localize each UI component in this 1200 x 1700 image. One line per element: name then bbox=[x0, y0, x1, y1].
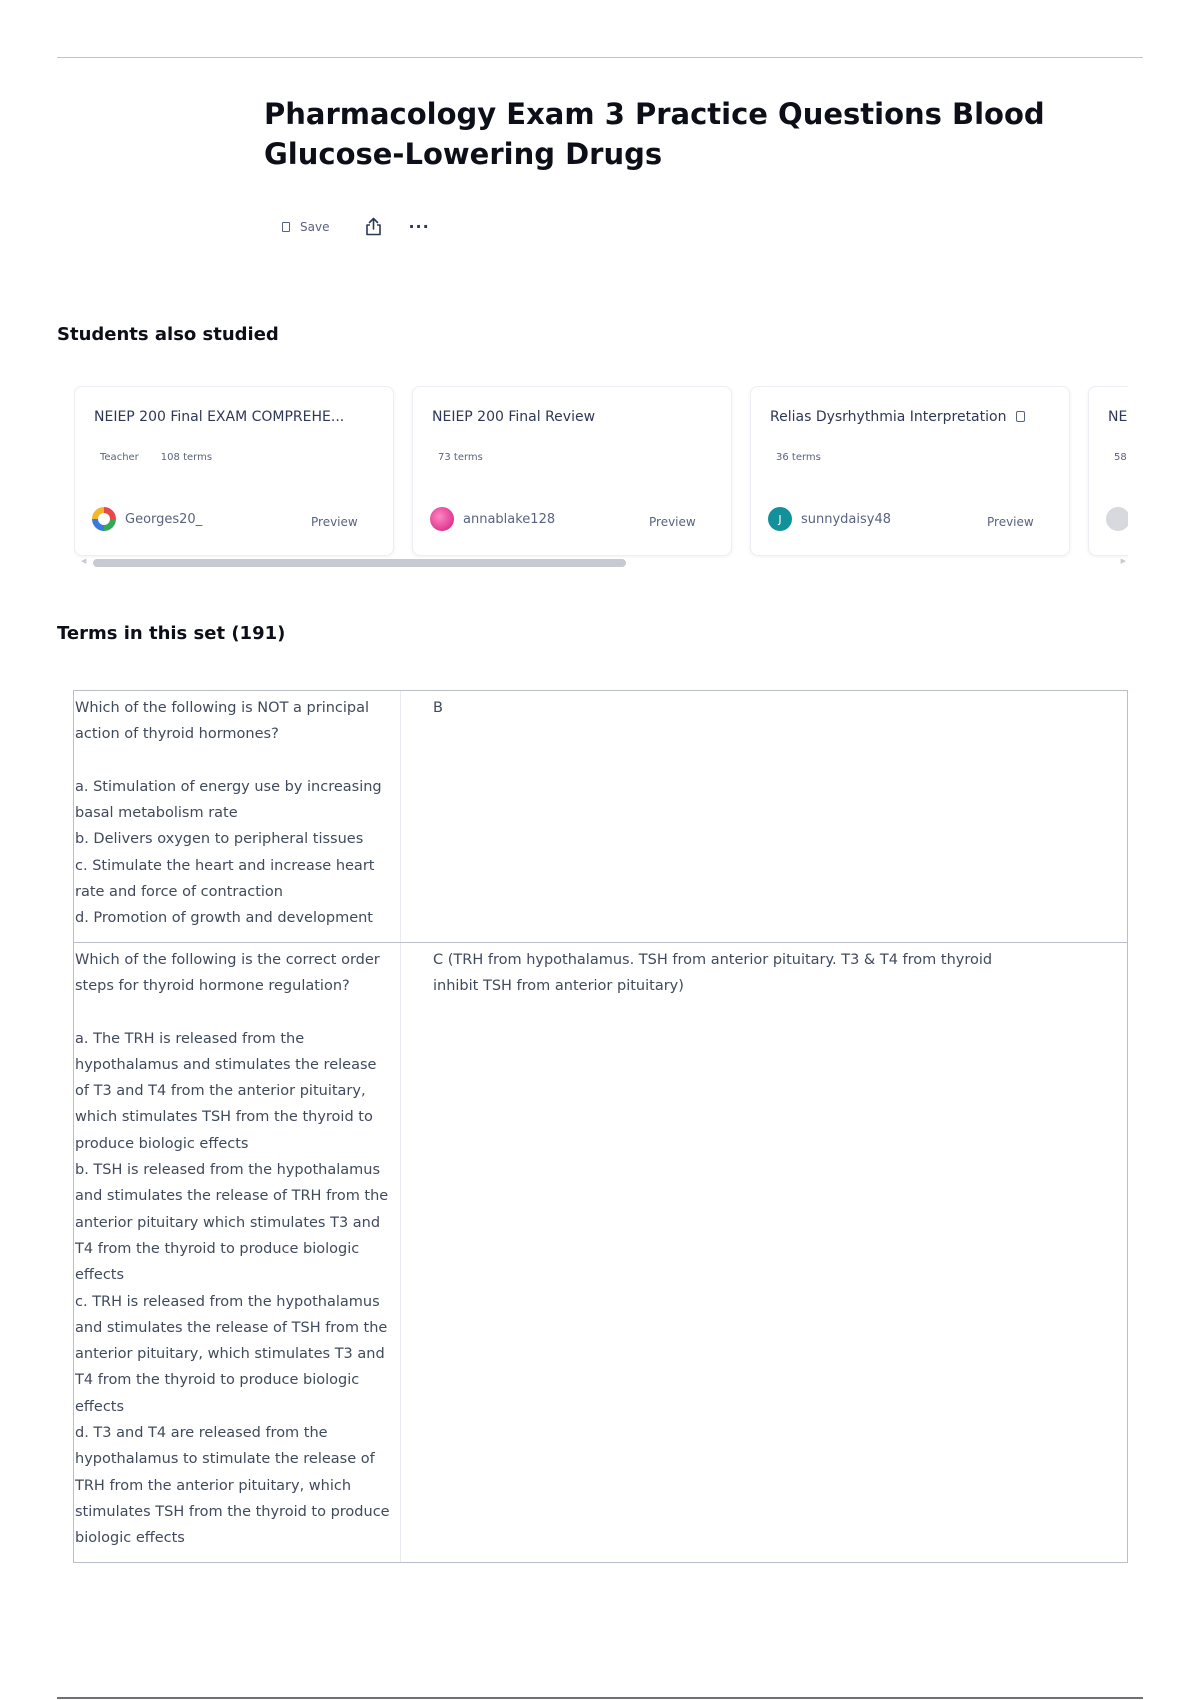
teacher-badge: Teacher bbox=[100, 452, 139, 463]
save-button[interactable] bbox=[282, 220, 329, 234]
term-count: 36 terms bbox=[776, 452, 821, 463]
card-title: NEIEP 200 Final Review bbox=[432, 409, 596, 425]
scroll-left-arrow-icon[interactable]: ◀ bbox=[81, 557, 87, 565]
username: Georges20_ bbox=[125, 511, 203, 527]
term-row bbox=[74, 943, 1127, 1562]
bottom-divider bbox=[57, 1697, 1143, 1699]
more-options-button[interactable] bbox=[408, 216, 430, 236]
study-set-carousel bbox=[74, 386, 1128, 558]
term-row bbox=[74, 691, 1127, 943]
card-author[interactable] bbox=[430, 507, 555, 531]
study-set-card[interactable] bbox=[74, 386, 394, 556]
scroll-right-arrow-icon[interactable]: ▶ bbox=[1120, 557, 1126, 565]
card-title: NE bbox=[1108, 409, 1128, 425]
term-count: 58 bbox=[1114, 452, 1127, 463]
card-author[interactable] bbox=[1106, 507, 1128, 531]
avatar bbox=[92, 507, 116, 531]
card-title bbox=[770, 409, 1055, 425]
card-meta bbox=[776, 452, 821, 463]
carousel-scrollbar[interactable] bbox=[81, 558, 1126, 568]
card-author[interactable] bbox=[768, 507, 891, 531]
preview-button[interactable]: Preview bbox=[649, 515, 696, 529]
share-button[interactable] bbox=[365, 217, 382, 236]
username: sunnydaisy48 bbox=[801, 511, 892, 527]
students-also-studied-heading: Students also studied bbox=[57, 324, 279, 345]
study-set-card[interactable] bbox=[1088, 386, 1128, 556]
avatar bbox=[1106, 507, 1128, 531]
save-label: Save bbox=[300, 219, 330, 234]
set-actions bbox=[282, 217, 430, 236]
avatar: J bbox=[768, 507, 792, 531]
card-meta bbox=[438, 452, 483, 463]
term-count: 108 terms bbox=[160, 452, 213, 463]
study-set-card[interactable] bbox=[750, 386, 1070, 556]
ellipsis-icon: ··· bbox=[408, 216, 430, 236]
top-divider bbox=[57, 57, 1143, 58]
avatar bbox=[430, 507, 454, 531]
card-title-text: Relias Dysrhythmia Interpretation bbox=[770, 409, 1007, 425]
preview-button[interactable]: Preview bbox=[987, 515, 1034, 529]
card-title: NEIEP 200 Final EXAM COMPREHE... bbox=[94, 409, 345, 425]
document-icon bbox=[1016, 411, 1025, 422]
term-text: Which of the following is NOT a principal action of thyroid hormones? a. Stimulation of energy use by increasing basal metabolism rate b. Delivers oxygen to peripheral tissues c. Stimulate the heart and increase heart rate and force of contraction d. Promotion of growth and development bbox=[74, 691, 401, 942]
term-count: 73 terms bbox=[438, 452, 483, 463]
definition-text: C (TRH from hypothalamus. TSH from anterior pituitary. T3 & T4 from thyroid inhibit TSH from anterior pituitary) bbox=[433, 951, 993, 994]
card-meta bbox=[1114, 452, 1127, 463]
scrollbar-thumb[interactable] bbox=[93, 559, 626, 567]
bookmark-icon bbox=[282, 222, 290, 232]
preview-button[interactable]: Preview bbox=[311, 515, 358, 529]
terms-table bbox=[73, 690, 1128, 1563]
username: annablake128 bbox=[463, 511, 556, 527]
study-set-card[interactable] bbox=[412, 386, 732, 556]
definition-text: B bbox=[433, 700, 443, 716]
card-author[interactable] bbox=[92, 507, 202, 531]
share-icon bbox=[365, 217, 382, 236]
card-meta bbox=[100, 452, 212, 463]
page-title: Pharmacology Exam 3 Practice Questions Blood Glucose-Lowering Drugs bbox=[264, 97, 1045, 171]
terms-heading: Terms in this set (191) bbox=[57, 623, 286, 644]
term-text: Which of the following is the correct order steps for thyroid hormone regulation? a. The TRH is released from the hypothalamus and stimulates the release of T3 and T4 from the anterior pituitary, which stimulates TSH from the thyroid to produce biologic effects b. TSH is released from the hypothalamus and stimulates the release of TRH from the anterior pituitary which stimulates T3 and T4 from the thyroid to produce biologic effects c. TRH is released from the hypothalamus and stimulates the release of TSH from the anterior pituitary, which stimulates T3 and T4 from the thyroid to produce biologic effects d. T3 and T4 are released from the hypothalamus to stimulate the release of TRH from the anterior pituitary, which stimulates TSH from the thyroid to produce biologic effects bbox=[74, 943, 401, 1562]
